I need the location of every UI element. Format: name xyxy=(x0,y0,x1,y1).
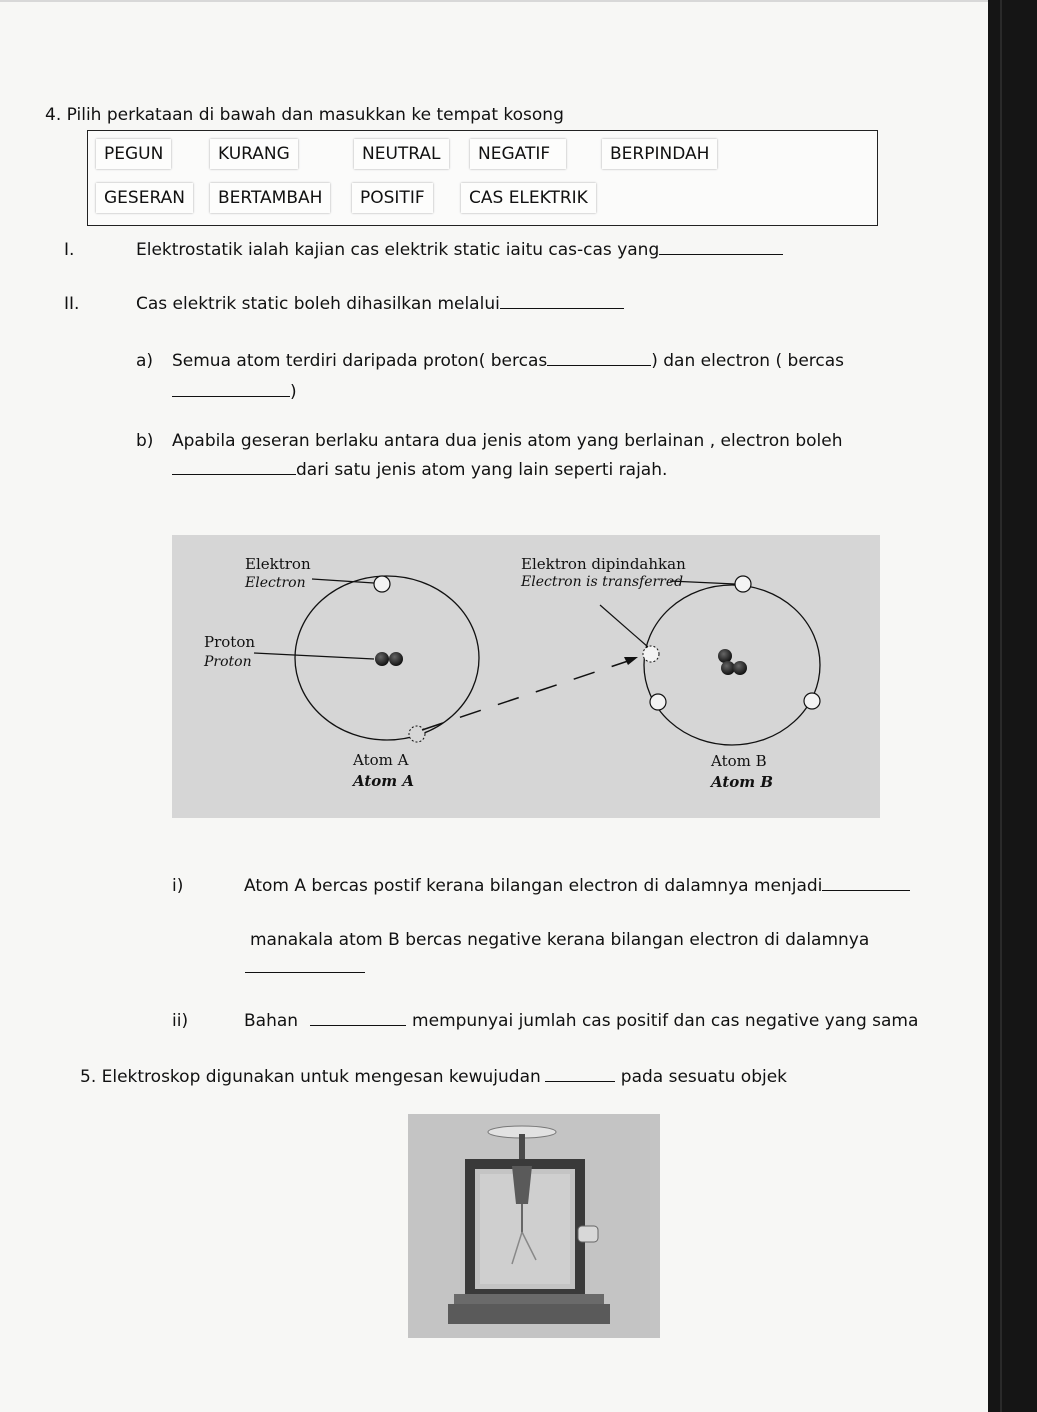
sub-i-label: i) xyxy=(172,876,184,896)
sub-i-text-2: manakala atom B bercas negative kerana bilangan electron di dalamnya xyxy=(250,930,870,950)
electroscope-base-top xyxy=(454,1294,604,1304)
question-5-text-1: 5. Elektroskop digunakan untuk mengesan kewujudan xyxy=(80,1067,541,1087)
electron-hole-icon xyxy=(409,726,425,742)
transfer-label-en: Electron is transferred xyxy=(521,574,684,590)
item-1-text: Elektrostatik ialah kajian cas elektrik static iaitu cas-cas yang xyxy=(136,240,660,260)
word-berpindah: BERPINDAH xyxy=(602,139,717,169)
proton-pointer-line xyxy=(254,653,374,659)
atom-b-label-en: Atom B xyxy=(711,773,774,791)
sub-i-line-3 xyxy=(245,958,365,978)
electron-icon xyxy=(643,646,659,662)
answer-blank xyxy=(172,382,290,397)
sub-ii-text-2: mempunyai jumlah cas positif dan cas negative yang sama xyxy=(412,1011,919,1031)
electron-icon xyxy=(735,576,751,592)
window-edge-line xyxy=(1000,0,1002,1412)
proton-icon xyxy=(718,649,732,663)
proton-icon xyxy=(389,652,403,666)
proton-label: Proton xyxy=(204,633,256,651)
word-bank xyxy=(87,130,878,226)
question-5-text-2: pada sesuatu objek xyxy=(620,1067,788,1087)
electron-icon xyxy=(650,694,666,710)
sub-ii-label: ii) xyxy=(172,1011,189,1031)
item-2-text: Cas elektrik static boleh dihasilkan melalui xyxy=(136,294,500,314)
electron-icon xyxy=(374,576,390,592)
atom-electron-transfer-diagram xyxy=(172,535,880,818)
atom-a-label: Atom A xyxy=(353,751,409,769)
part-a-text-3: ) xyxy=(290,382,297,402)
item-2-line xyxy=(136,294,624,314)
sub-ii-text-1: Bahan xyxy=(244,1011,299,1031)
answer-blank xyxy=(545,1067,615,1082)
electroscope-photo xyxy=(408,1114,660,1338)
part-b-text-2: dari satu jenis atom yang lain seperti rajah. xyxy=(296,460,668,480)
transfer-label: Elektron dipindahkan xyxy=(521,555,686,573)
word-cas-elektrik: CAS ELEKTRIK xyxy=(461,183,596,213)
answer-blank xyxy=(822,876,910,891)
atom-b-label: Atom B xyxy=(711,752,767,770)
part-a-text-2: ) dan electron ( bercas xyxy=(651,351,845,371)
part-b-text-1: Apabila geseran berlaku antara dua jenis atom yang berlainan , electron boleh xyxy=(172,431,843,451)
word-positif: POSITIF xyxy=(352,183,433,213)
side-knob xyxy=(578,1226,598,1242)
electron-label: Elektron xyxy=(245,555,311,573)
sub-i-text-1: Atom A bercas postif kerana bilangan electron di dalamnya menjadi xyxy=(244,876,823,896)
answer-blank xyxy=(547,351,651,366)
item-1-line xyxy=(136,240,783,260)
word-neutral: NEUTRAL xyxy=(354,139,449,169)
proton-icon xyxy=(375,652,389,666)
word-kurang: KURANG xyxy=(210,139,298,169)
part-b-label: b) xyxy=(136,431,154,451)
top-edge xyxy=(0,0,988,2)
item-2-number: II. xyxy=(64,294,80,314)
question-5-line xyxy=(80,1067,787,1087)
electron-pointer-line xyxy=(312,579,374,583)
part-a-label: a) xyxy=(136,351,154,371)
word-pegun: PEGUN xyxy=(96,139,171,169)
word-geseran: GESERAN xyxy=(96,183,193,213)
part-a-line-1 xyxy=(172,351,844,371)
electron-label-en: Electron xyxy=(245,575,306,591)
part-a-text-1: Semua atom terdiri daripada proton( bercas xyxy=(172,351,548,371)
transfer-path xyxy=(422,659,634,730)
item-1-number: I. xyxy=(64,240,75,260)
sub-ii-line xyxy=(244,1011,918,1031)
part-a-line-2 xyxy=(172,382,297,402)
answer-blank xyxy=(659,240,783,255)
answer-blank xyxy=(310,1011,406,1026)
transfer-pointer-line xyxy=(600,605,648,647)
diagram-svg xyxy=(172,535,880,818)
sub-i-line-1 xyxy=(244,876,910,896)
proton-icon xyxy=(733,661,747,675)
word-bertambah: BERTAMBAH xyxy=(210,183,330,213)
electroscope-illustration xyxy=(408,1114,660,1338)
electron-icon xyxy=(804,693,820,709)
part-b-line-2 xyxy=(172,460,667,480)
proton-icon xyxy=(721,661,735,675)
arrow-head-icon xyxy=(624,657,638,665)
question-4-heading: 4. Pilih perkataan di bawah dan masukkan ke tempat kosong xyxy=(45,105,564,125)
answer-blank xyxy=(500,294,624,309)
electroscope-base xyxy=(448,1304,610,1324)
word-negatif: NEGATIF xyxy=(470,139,566,169)
proton-label-en: Proton xyxy=(204,654,252,670)
answer-blank xyxy=(172,460,296,475)
answer-blank xyxy=(245,958,365,973)
atom-a-label-en: Atom A xyxy=(353,772,415,790)
